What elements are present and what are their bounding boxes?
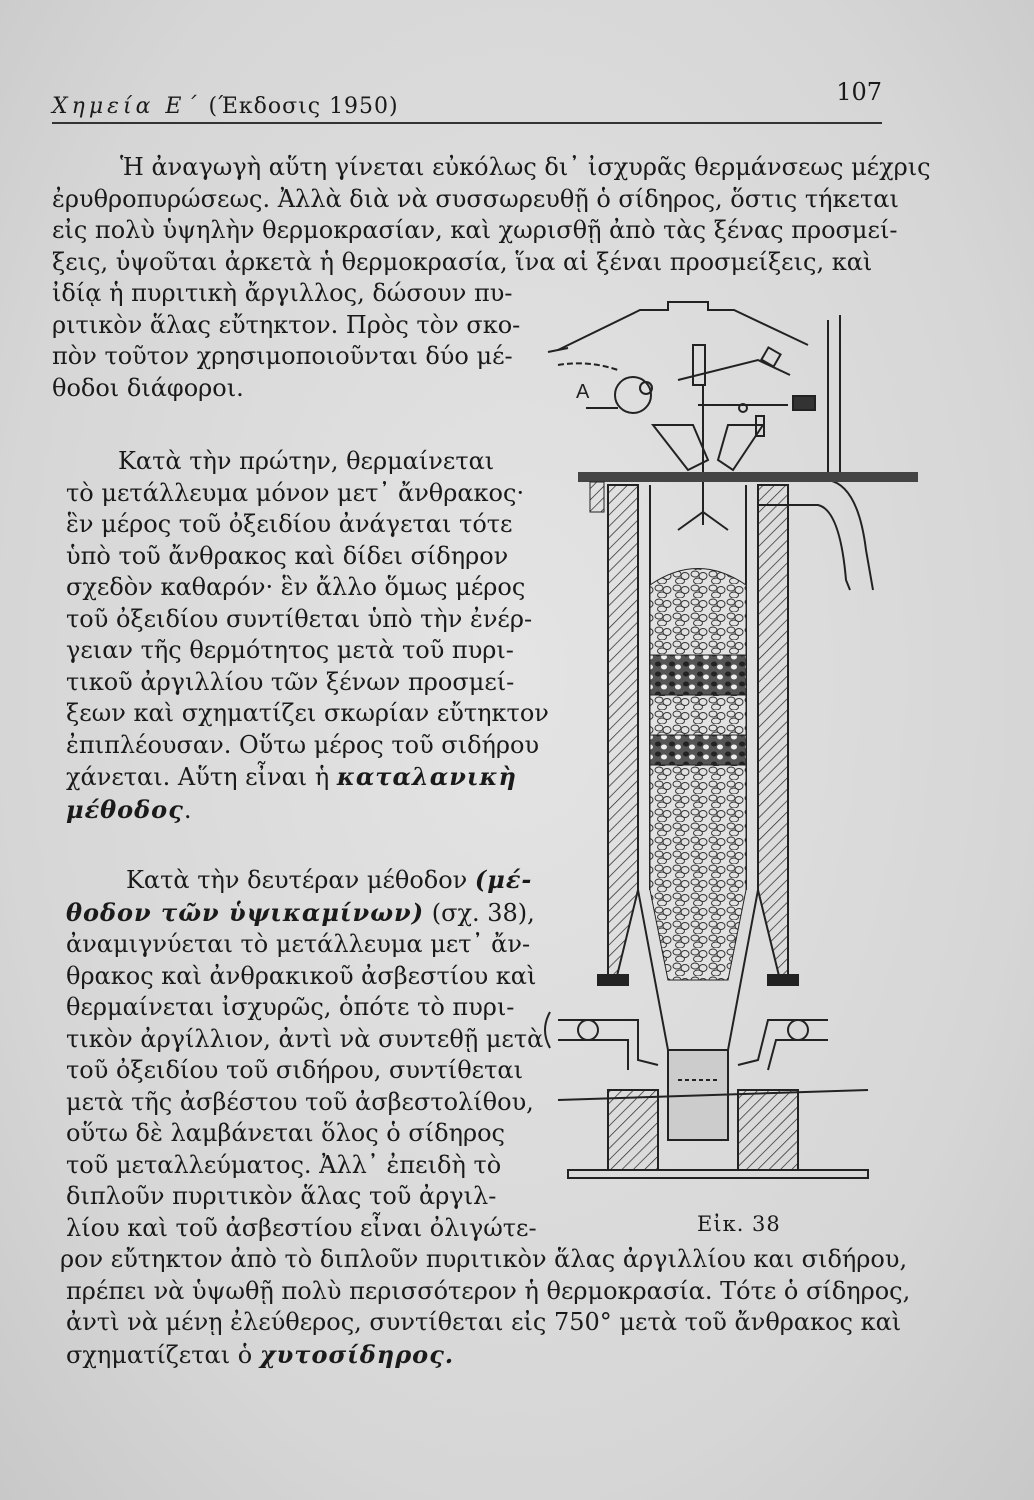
text-line: γειαν τῆς θερμότητος μετὰ τοῦ πυρι-	[66, 636, 514, 664]
text-fragment: χάνεται. Αὕτη εἶναι ἡ	[66, 763, 330, 791]
text-line: ξεων καὶ σχηματίζει σκωρίαν εὔτηκτον	[66, 699, 549, 727]
text-line: οὕτω δὲ λαμβάνεται ὅλος ὁ σίδηρος	[66, 1119, 505, 1147]
text-line: θοδοι διάφοροι.	[52, 373, 244, 402]
term-blast-furnace: (μέ-	[474, 865, 533, 894]
text-line	[66, 761, 516, 794]
text-line: διπλοῦν πυριτικὸν ἅλας τοῦ ἀργιλ-	[66, 1182, 497, 1210]
text-line: πρέπει νὰ ὑψωθῇ πολὺ περισσότερον ἡ θερμοκρασία. Τότε ὁ σίδηρος,	[66, 1276, 911, 1305]
header-rule	[52, 122, 882, 124]
figure-reference: (σχ. 38),	[431, 898, 535, 927]
furnace-charge	[650, 569, 746, 981]
text-line: τικὸν ἀργίλλιον, ἀντὶ νὰ συντεθῇ μετὰ	[66, 1024, 544, 1053]
text-line: εἰς πολὺ ὑψηλὴν θερμοκρασίαν, καὶ χωρισθῇ ἀπὸ τὰς ξένας προσμεί-	[52, 216, 898, 244]
figure-caption: Εἰκ. 38	[697, 1212, 781, 1236]
text-line: ἓν μέρος τοῦ ὀξειδίου ἀνάγεται τότε	[66, 510, 513, 538]
text-line: πὸν τοῦτον χρησιμοποιοῦνται δύο μέ-	[52, 342, 513, 370]
text-line: Ἡ ἀναγωγὴ αὕτη γίνεται εὐκόλως δι᾽ ἰσχυρᾶς θερμάνσεως μέχρις	[120, 153, 931, 181]
text-line: ἐπιπλέουσαν. Οὕτω μέρος τοῦ σιδήρου	[66, 730, 540, 759]
text-line: ἀντὶ νὰ μένῃ ἐλεύθερος, συντίθεται εἰς 750° μετὰ τοῦ ἄνθρακος καὶ	[66, 1308, 902, 1336]
term-blast-furnace-2: θοδον τῶν ὑψικαμίνων)	[66, 897, 425, 927]
page-number: 107	[836, 78, 882, 106]
text-line: Κατὰ τὴν πρώτην, θερμαίνεται	[118, 447, 495, 475]
text-line: μετὰ τῆς ἀσβέστου τοῦ ἀσβεστολίθου,	[66, 1087, 534, 1116]
header-subject: Χημεία Ε΄	[52, 94, 201, 119]
header-edition: (Έκδοσις 1950)	[208, 94, 399, 119]
text-line: τοῦ ὀξειδίου τοῦ σιδήρου, συντίθεται	[66, 1056, 523, 1084]
text-line: τοῦ μεταλλεύματος. Ἀλλ᾽ ἐπειδὴ τὸ	[66, 1150, 502, 1179]
text-line: ἀναμιγνύεται τὸ μετάλλευμα μετ᾽ ἄν-	[66, 930, 531, 958]
text-line: μέθοδος.	[66, 794, 192, 824]
running-header	[52, 78, 882, 132]
term-cast-iron: χυτοσίδηρος.	[259, 1339, 455, 1369]
text-line: θερμαίνεται ἰσχυρῶς, ὁπότε τὸ πυρι-	[66, 993, 515, 1021]
text-line: σχεδὸν καθαρόν· ἓν ἄλλο ὅμως μέρος	[66, 573, 526, 601]
text-line: τικοῦ ἀργιλλίου τῶν ξένων προσμεί-	[66, 667, 515, 696]
text-fragment: σχηματίζεται ὁ	[66, 1340, 253, 1369]
text-line: τὸ μετάλλευμα μόνον μετ᾽ ἄνθρακος·	[66, 478, 525, 507]
blast-furnace-figure	[528, 290, 938, 1190]
text-line	[66, 1339, 926, 1372]
text-line: θρακος καὶ ἀνθρακικοῦ ἀσβεστίου καὶ	[66, 961, 537, 990]
furnace-top-housing	[548, 302, 840, 480]
term-catalan-method-2: μέθοδος	[66, 794, 184, 824]
text-fragment: Κατὰ τὴν δευτέραν μέθοδον	[126, 866, 468, 894]
text-line: ρον εὔτηκτον ἀπὸ τὸ διπλοῦν πυριτικὸν ἅλας ἀργιλλίου και σιδήρου,	[60, 1245, 908, 1273]
text-line: ὑπὸ τοῦ ἄνθρακος καὶ δίδει σίδηρον	[66, 541, 509, 570]
header-title	[52, 94, 399, 119]
text-line: ξεις, ὑψοῦται ἀρκετὰ ἡ θερμοκρασία, ἵνα αἱ ξέναι προσμείξεις, καὶ	[52, 247, 873, 276]
figure-label-a: A	[576, 381, 590, 403]
text-line: τοῦ ὀξειδίου συντίθεται ὑπὸ τὴν ἐνέρ-	[66, 604, 533, 633]
text-line: ἰδίᾳ ἡ πυριτικὴ ἄργιλλος, δώσουν πυ-	[52, 279, 513, 307]
text-line: ριτικὸν ἅλας εὔτηκτον. Πρὸς τὸν σκο-	[52, 310, 521, 339]
text-line: λίου καὶ τοῦ ἀσβεστίου εἶναι ὀλιγώτε-	[66, 1213, 537, 1242]
text-line: ἐρυθροπυρώσεως. Ἀλλὰ διὰ νὰ συσσωρευθῇ ὁ σίδηρος, ὅστις τήκεται	[52, 184, 899, 213]
term-catalan-method: καταλανικὴ	[336, 762, 517, 791]
paragraph-2	[66, 446, 549, 826]
